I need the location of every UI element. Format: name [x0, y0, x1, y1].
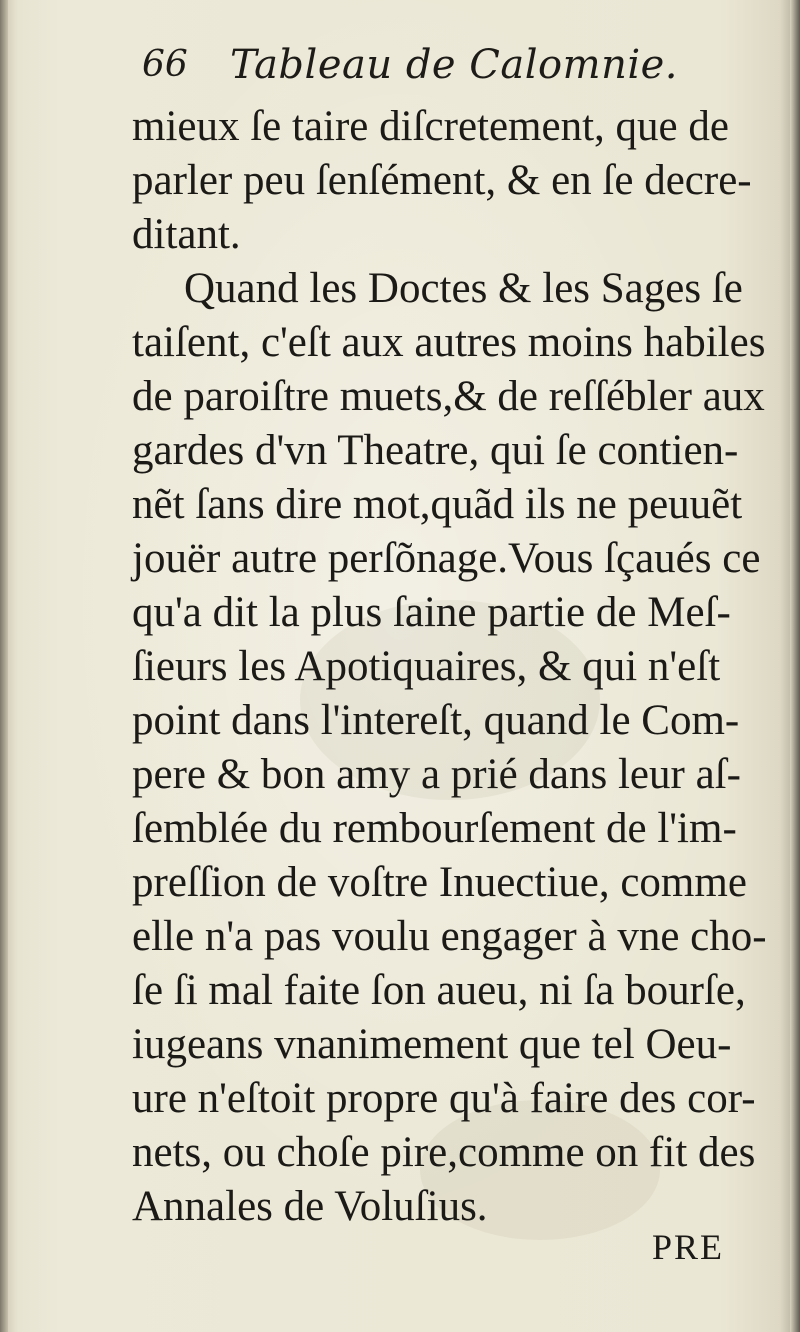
text-line: preſſion de voſtre Inuectiue, comme — [132, 859, 747, 906]
page-right-edge — [790, 0, 800, 1332]
text-line: de paroiſtre muets,& de reſſébler aux — [132, 373, 765, 420]
text-line: parler peu ſenſément, & en ſe decre- — [132, 157, 752, 204]
page-header — [138, 40, 698, 100]
body-text — [132, 100, 772, 1234]
page-number: 66 — [142, 44, 188, 85]
catchword: PRE — [652, 1227, 725, 1267]
text-line: mieux ſe taire diſcretement, que de — [132, 103, 729, 150]
text-line: iugeans vnanimement que tel Oeu- — [132, 1021, 732, 1068]
text-line: elle n'a pas voulu engager à vne cho- — [132, 913, 767, 960]
text-line: ſemblée du rembourſement de l'im- — [132, 805, 737, 852]
text-line: ditant. — [132, 211, 241, 258]
text-line: Quand les Doctes & les Sages ſe — [184, 265, 743, 312]
text-line: qu'a dit la plus ſaine partie de Meſ- — [132, 589, 731, 636]
running-title: Tableau de Calomnie. — [230, 42, 679, 88]
text-line: taiſent, c'eſt aux autres moins habiles — [132, 319, 766, 366]
text-line: gardes d'vn Theatre, qui ſe contien- — [132, 427, 739, 474]
text-line: point dans l'intereſt, quand le Com- — [132, 697, 740, 744]
text-line: pere & bon amy a prié dans leur aſ- — [132, 751, 741, 798]
text-line: ſieurs les Apotiquaires, & qui n'eſt — [132, 643, 721, 690]
text-line: nẽt ſans dire mot,quãd ils ne peuuẽt — [132, 481, 743, 528]
text-line: nets, ou choſe pire,comme on fit des — [132, 1129, 756, 1176]
text-line: Annales de Voluſius. — [132, 1183, 488, 1230]
page-left-edge — [0, 0, 8, 1332]
text-line: jouër autre perſõnage.Vous ſçaués ce — [132, 535, 761, 582]
text-line: ſe ſi mal faite ſon aueu, ni ſa bourſe, — [132, 967, 746, 1014]
text-line: ure n'eſtoit propre qu'à faire des cor- — [132, 1075, 756, 1122]
